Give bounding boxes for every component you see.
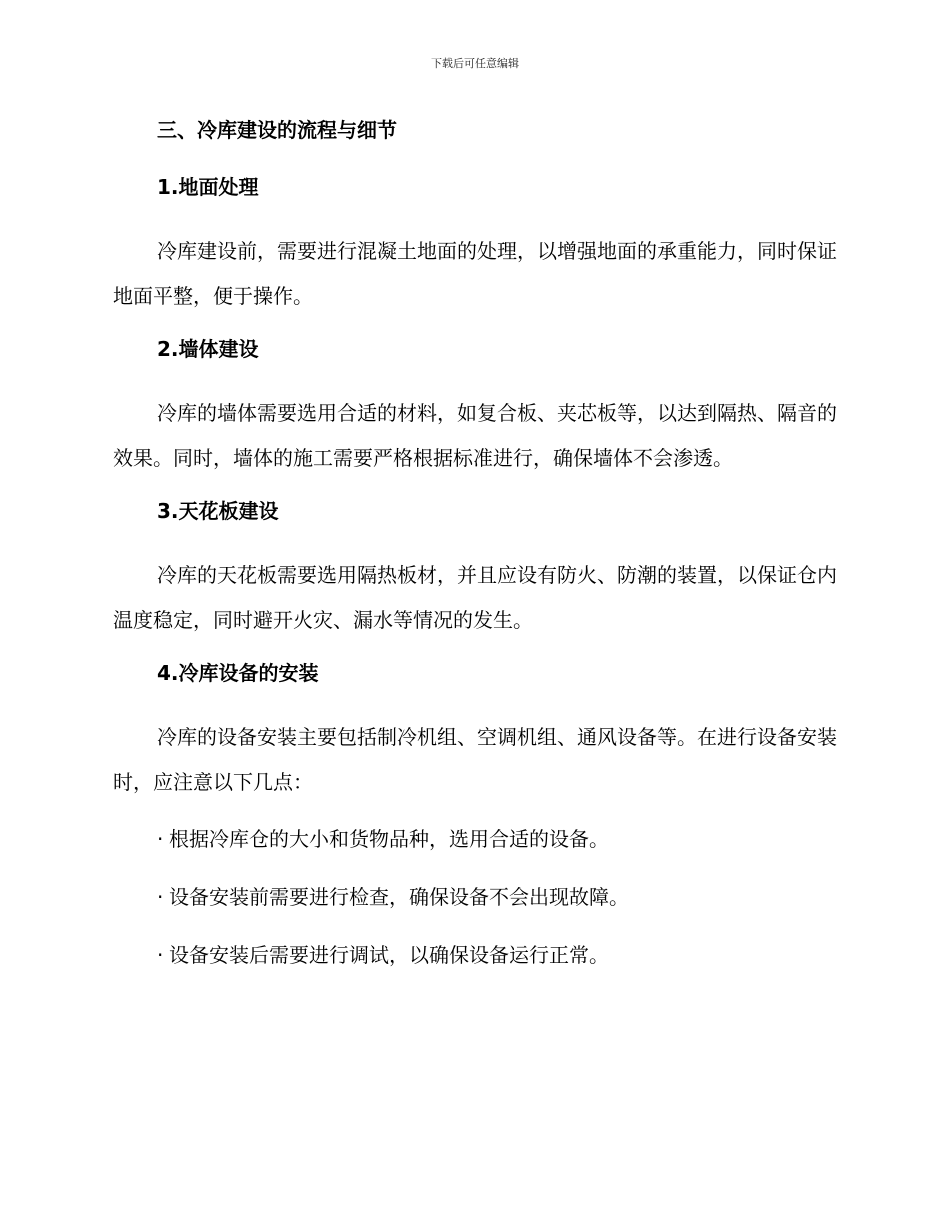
subheading-floor: 1.地面处理 bbox=[157, 175, 259, 199]
bullet-marker: · bbox=[157, 943, 164, 967]
paragraph-ceiling: 冷库的天花板需要选用隔热板材，并且应设有防火、防潮的装置，以保证仓内温度稳定，同时避开火灾、漏水等情况的发生。 bbox=[113, 563, 837, 632]
list-item bbox=[113, 817, 837, 862]
list-item-text: 设备安装前需要进行检查，确保设备不会出现故障。 bbox=[169, 885, 629, 909]
paragraph-wall: 冷库的墙体需要选用合适的材料，如复合板、夹芯板等，以达到隔热、隔音的效果。同时，墙体的施工需要严格根据标准进行，确保墙体不会渗透。 bbox=[113, 401, 837, 470]
page-header: 下载后可任意编辑 bbox=[431, 57, 519, 70]
list-item-text: 根据冷库仓的大小和货物品种，选用合适的设备。 bbox=[169, 827, 609, 851]
subheading-equipment: 4.冷库设备的安装 bbox=[157, 661, 319, 685]
paragraph-equipment: 冷库的设备安装主要包括制冷机组、空调机组、通风设备等。在进行设备安装时，应注意以下几点： bbox=[113, 725, 837, 794]
paragraph-floor: 冷库建设前，需要进行混凝土地面的处理，以增强地面的承重能力，同时保证地面平整，便于操作。 bbox=[113, 239, 837, 308]
list-item bbox=[113, 875, 837, 920]
list-item bbox=[113, 933, 837, 978]
document-body bbox=[113, 112, 837, 991]
list-item-text: 设备安装后需要进行调试，以确保设备运行正常。 bbox=[169, 943, 609, 967]
section-title: 三、冷库建设的流程与细节 bbox=[157, 118, 397, 142]
subheading-wall: 2.墙体建设 bbox=[157, 337, 259, 361]
subheading-ceiling: 3.天花板建设 bbox=[157, 499, 279, 523]
bullet-marker: · bbox=[157, 827, 164, 851]
bullet-marker: · bbox=[157, 885, 164, 909]
